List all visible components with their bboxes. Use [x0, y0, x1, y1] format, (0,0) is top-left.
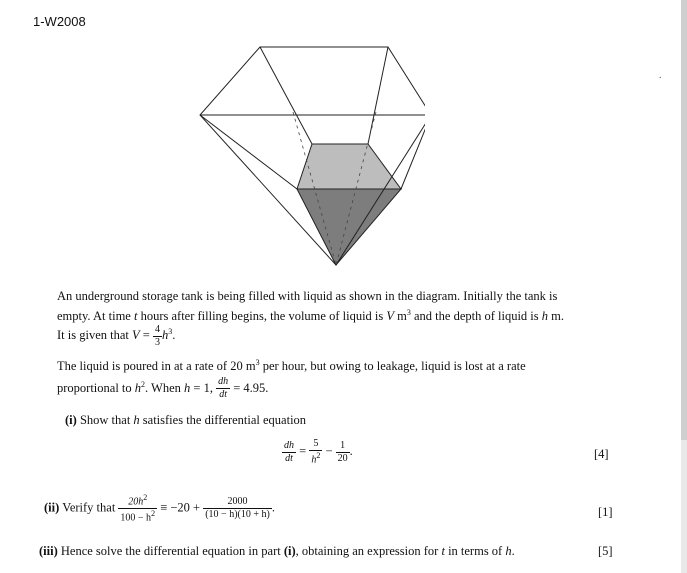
tank-diagram [195, 42, 425, 270]
part-i-equation: $\frac{dh}{dt}$ = $\frac{5}{h^2}$ − $\frac{1}{20}$ . [284, 438, 353, 466]
question-code: 1-W2008 [33, 14, 86, 29]
tank-edge-left [260, 47, 312, 144]
part-i-text: (i) Show that h satisfies the differential equation [65, 413, 307, 427]
intro-paragraph: An underground storage tank is being filled with liquid as shown in the diagram. Initially the tank is empty. At time t hours after filling begins, the volume of liquid is V $m^3$ and the depth of liquid is h m. It is given that V = $\frac{4}{3}$ $h^3$. [57, 289, 564, 348]
scrollbar-thumb[interactable] [681, 0, 687, 440]
fraction-dh-dt: $\frac{dh}{dt}$ [218, 376, 229, 401]
scrollbar[interactable] [681, 0, 687, 573]
part-ii-marks: [1] [598, 505, 613, 519]
part-iii-marks: [5] [598, 544, 613, 558]
tank-edge-right [368, 47, 388, 144]
fraction-four-thirds: $\frac{4}{3}$ [154, 323, 160, 348]
part-iii-text: (iii) Hence solve the differential equation in part (i), obtaining an expression for t in terms of h. [39, 544, 515, 558]
part-ii-text: (ii) Verify that $\frac{20h^2}{100 - h^2}$ ≡ −20 + $\frac{2000}{(10 - h)(10 + h)}$ . [44, 493, 275, 524]
rate-paragraph: The liquid is poured in at a rate of 20 $m^3$ per hour, but owing to leakage, liquid is lost at a rate proportional to $h^2$. When h = 1, $\frac{dh}{dt}$ = 4.95. [57, 358, 526, 401]
part-i-marks: [4] [594, 447, 609, 461]
stray-dot: . [659, 70, 662, 81]
liquid-lower [297, 189, 401, 265]
